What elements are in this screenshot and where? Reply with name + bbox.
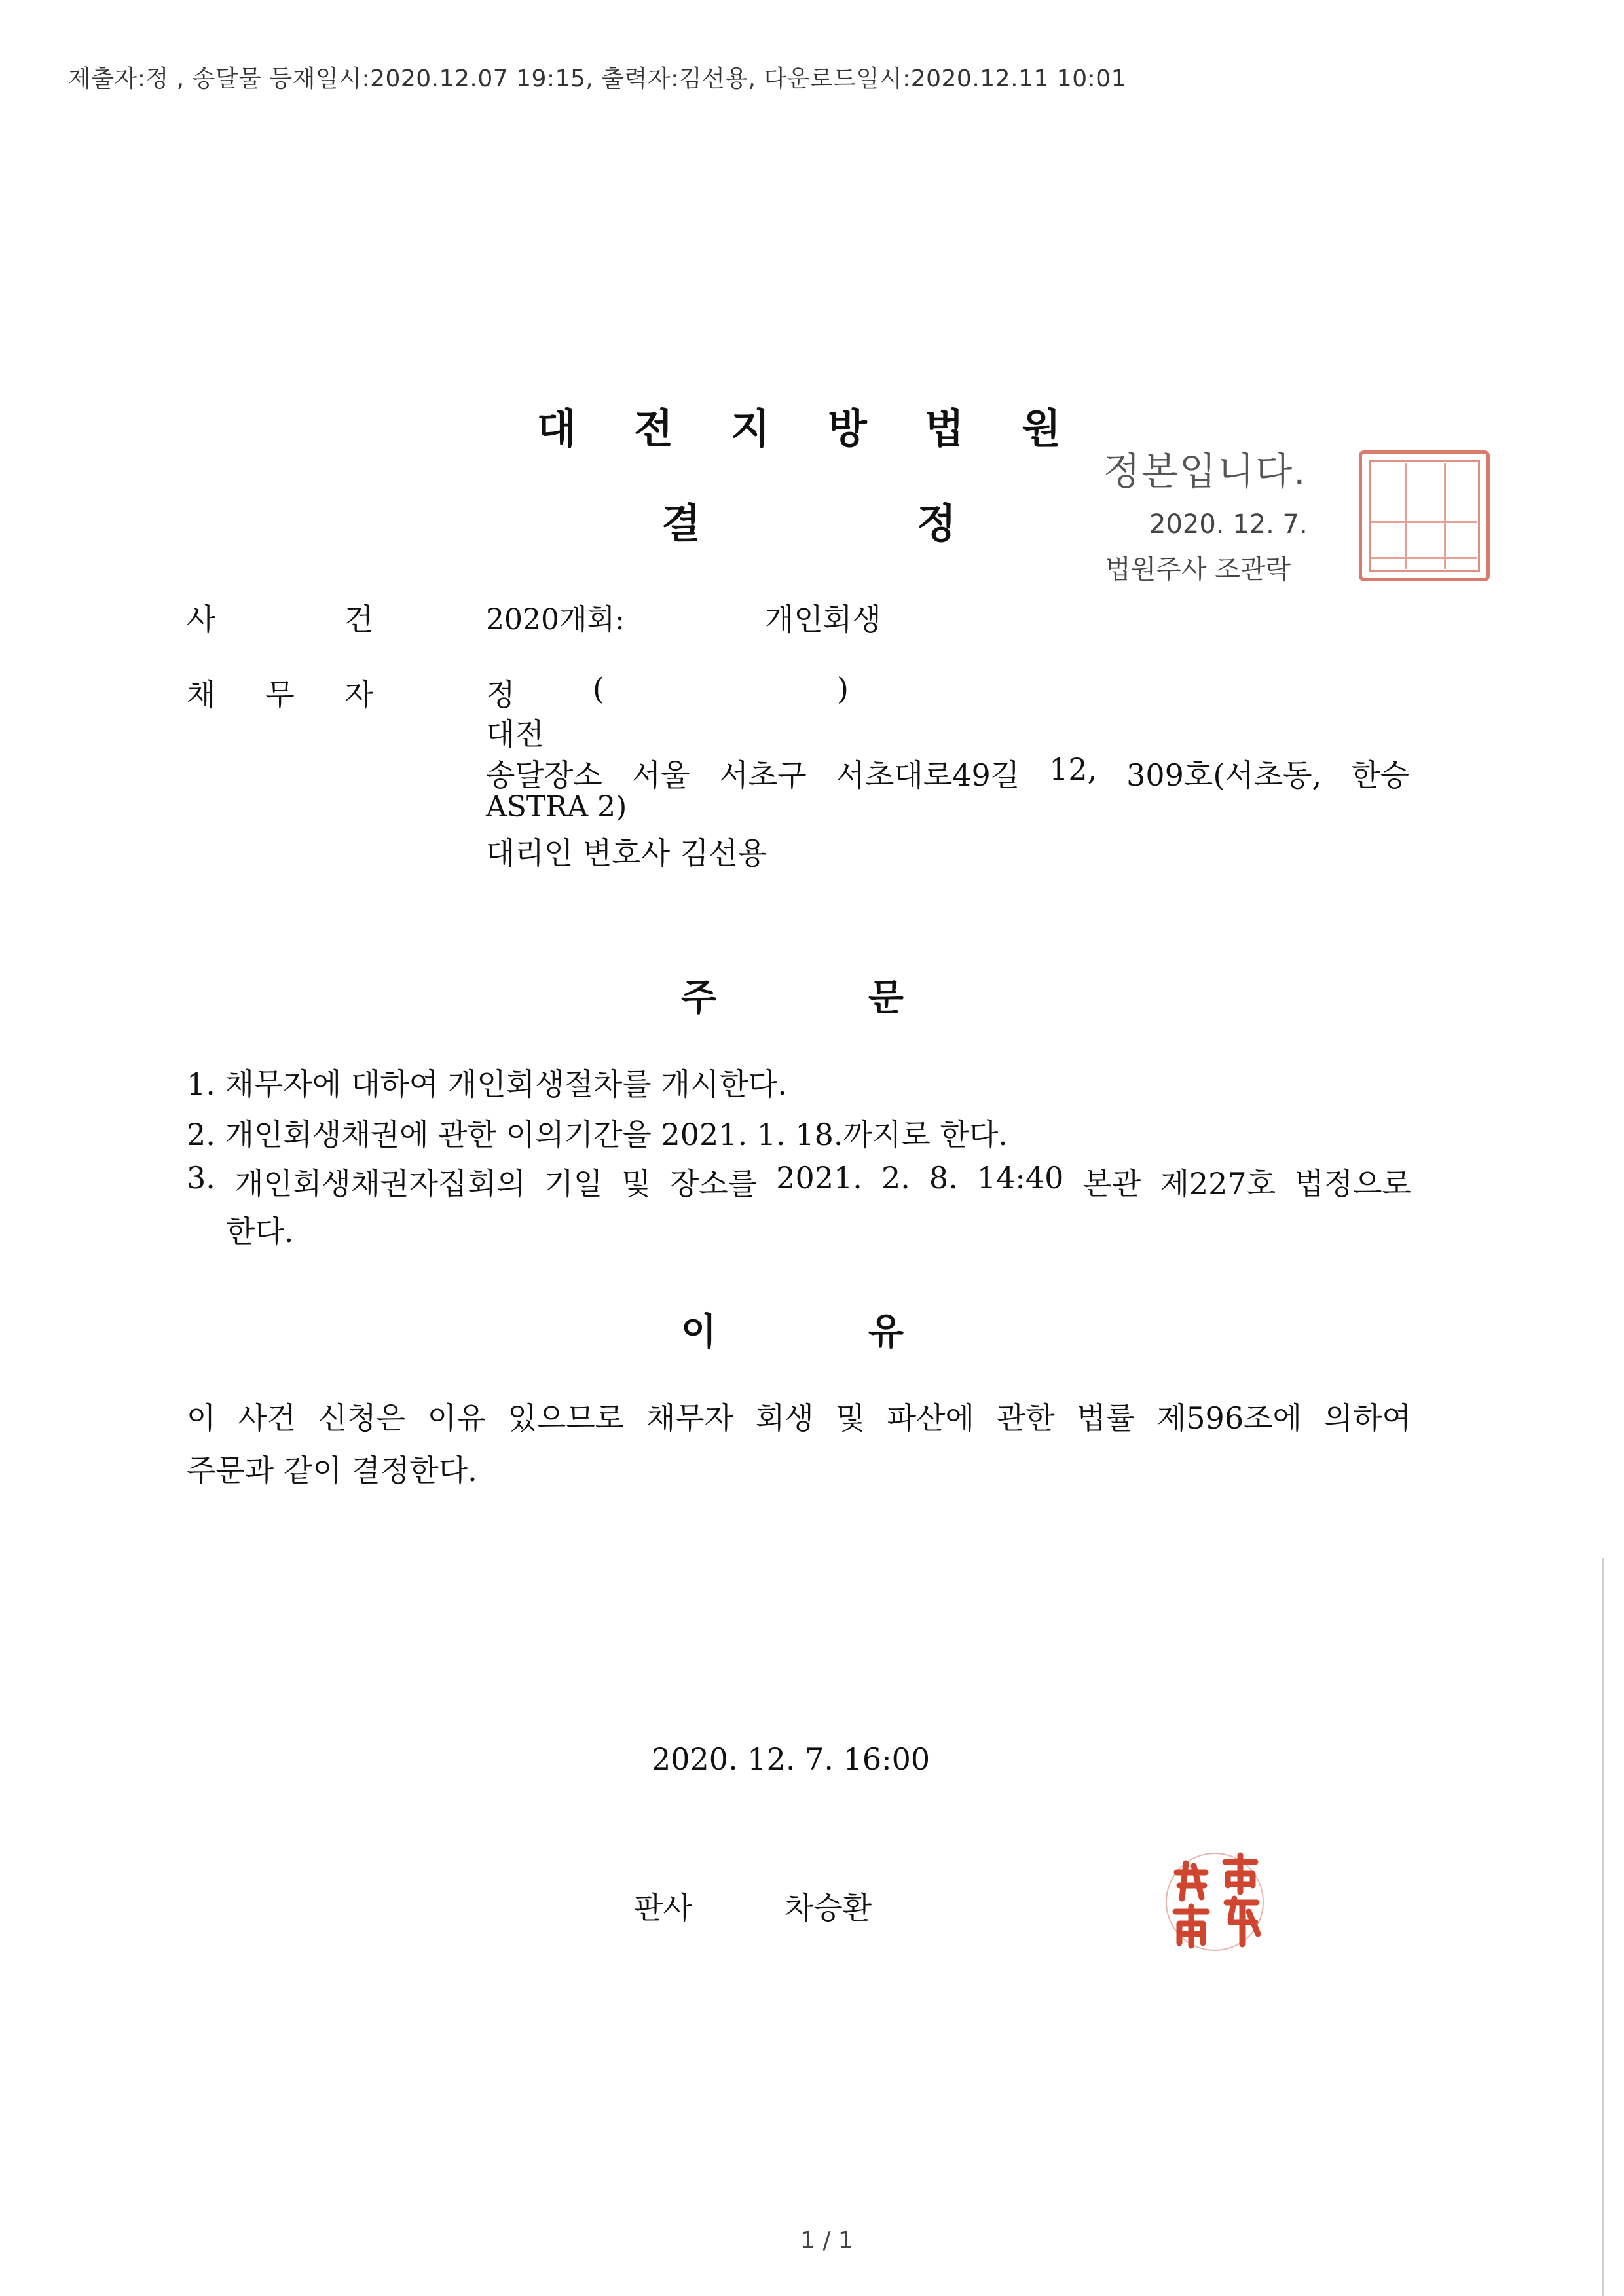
court-name-title <box>537 396 1061 454</box>
court-name-char: 지 <box>731 405 770 452</box>
reason-word: 이유 <box>427 1400 486 1436</box>
order-word: 장소를 <box>669 1166 758 1201</box>
order-word: 제227호 <box>1160 1166 1276 1201</box>
reason-word: 신청은 <box>318 1400 406 1436</box>
service-word: 송달장소 <box>486 757 602 793</box>
reason-word: 사건 <box>238 1400 297 1436</box>
debtor-address: 대전 <box>486 716 544 752</box>
case-label-char: 사 <box>187 602 216 637</box>
order-section-heading <box>681 969 904 1021</box>
order-word: 14:40 <box>976 1160 1064 1195</box>
case-number: 2020개회: <box>486 603 625 636</box>
scan-edge-divider <box>1602 1558 1604 2296</box>
order-word: 및 <box>621 1166 651 1201</box>
service-word: 309호(서초동, <box>1126 757 1322 793</box>
debtor-id-paren-close: ) <box>837 671 849 706</box>
service-address-line <box>486 752 1409 795</box>
attorney-agent: 대리인 변호사 김선용 <box>486 835 767 871</box>
debtor-label-char: 무 <box>265 677 295 712</box>
reason-word: 및 <box>836 1400 865 1436</box>
judge-seal-icon <box>1162 1846 1267 1958</box>
order-word: 본관 <box>1082 1166 1141 1201</box>
reason-word: 회생 <box>755 1400 814 1436</box>
reason-word: 법률 <box>1077 1400 1135 1436</box>
doc-title-char: 결 <box>661 500 701 547</box>
certifying-officer: 법원주사 조관락 <box>1105 555 1291 585</box>
service-word: 한승 <box>1351 757 1409 793</box>
order-word: 3. <box>187 1160 215 1195</box>
case-type: 개인회생 <box>765 602 881 637</box>
court-name-char: 원 <box>1022 405 1061 452</box>
reason-text-line-1 <box>187 1394 1411 1438</box>
reason-heading-char: 유 <box>868 1310 904 1353</box>
court-name-char: 전 <box>634 405 673 452</box>
reason-heading-char: 이 <box>681 1310 717 1353</box>
reason-word: 관한 <box>996 1400 1055 1436</box>
order-item-1: 1. 채무자에 대하여 개인회생절차를 개시한다. <box>187 1066 787 1102</box>
order-word: 2021. <box>776 1160 862 1195</box>
reason-word: 파산에 <box>887 1400 974 1436</box>
judge-name: 차승환 <box>784 1890 872 1925</box>
page-number: 1 / 1 <box>800 2227 853 2254</box>
service-address-continued: ASTRA 2) <box>486 790 627 824</box>
order-word: 8. <box>929 1160 958 1195</box>
service-word: 서초대로49길 <box>836 757 1020 793</box>
reason-section-heading <box>681 1303 904 1355</box>
certified-copy-label: 정본입니다. <box>1103 449 1307 494</box>
order-item-2: 2. 개인회생채권에 관한 이의기간을 2021. 1. 18.까지로 한다. <box>187 1117 1008 1152</box>
judge-title: 판사 <box>634 1890 692 1925</box>
order-word: 기일 <box>544 1166 603 1201</box>
download-metadata-header: 제출자:정 , 송달물 등재일시:2020.12.07 19:15, 출력자:김선용, 다운로드일시:2020.12.11 10:01 <box>68 65 1127 92</box>
reason-word: 있으므로 <box>507 1400 625 1436</box>
doc-title-char: 정 <box>917 500 956 547</box>
reason-word: 의하여 <box>1323 1400 1411 1436</box>
order-word: 법정으로 <box>1295 1166 1411 1201</box>
certified-copy-date: 2020. 12. 7. <box>1149 509 1308 539</box>
debtor-label-char: 자 <box>344 677 373 712</box>
service-word: 12, <box>1049 752 1098 787</box>
service-word: 서울 <box>631 757 690 793</box>
debtor-label-char: 채 <box>187 677 216 712</box>
reason-word: 이 <box>187 1400 216 1436</box>
court-name-char: 법 <box>925 405 964 452</box>
order-item-3-continued: 한다. <box>226 1214 294 1249</box>
debtor-id-paren-open: ( <box>593 671 604 706</box>
debtor-name: 정 <box>486 677 515 712</box>
decision-date: 2020. 12. 7. 16:00 <box>652 1741 931 1777</box>
order-word: 2. <box>881 1160 910 1195</box>
order-word: 개인회생채권자집회의 <box>234 1166 526 1201</box>
reason-word: 제596조에 <box>1156 1400 1302 1436</box>
debtor-label <box>187 671 373 714</box>
reason-text-line-2: 주문과 같이 결정한다. <box>187 1453 477 1488</box>
order-heading-char: 문 <box>868 976 904 1019</box>
court-official-seal-icon <box>1359 450 1490 581</box>
service-word: 서초구 <box>719 757 807 793</box>
reason-word: 채무자 <box>646 1400 734 1436</box>
order-item-3 <box>187 1160 1411 1203</box>
case-label <box>187 596 373 639</box>
document-title <box>661 491 956 549</box>
order-heading-char: 주 <box>681 976 717 1019</box>
court-name-char: 방 <box>828 405 867 452</box>
court-name-char: 대 <box>537 405 576 452</box>
case-label-char: 건 <box>344 602 373 637</box>
